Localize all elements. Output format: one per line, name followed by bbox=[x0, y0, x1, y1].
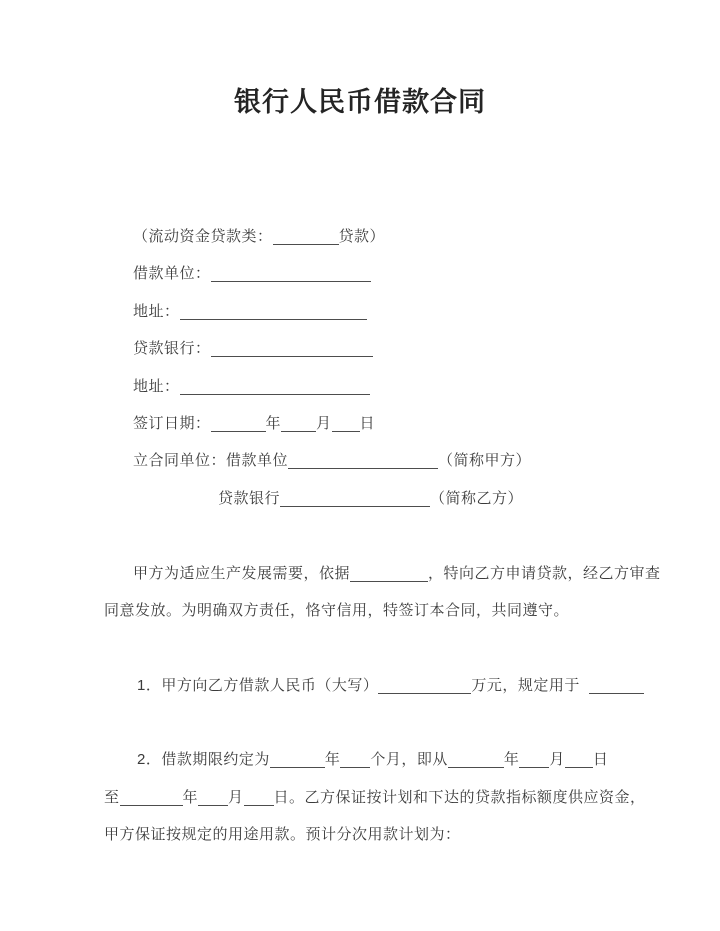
clause-2-month-label-1: 月 bbox=[549, 751, 565, 769]
clause-2-from-text: 个月，即从 bbox=[370, 751, 448, 769]
clause-2-line-2 bbox=[104, 779, 646, 816]
clause-2-start-day-blank bbox=[565, 752, 593, 768]
clause-2-usage-plan-text: 甲方保证按规定的用途用款。预计分次用款计划为： bbox=[104, 826, 461, 844]
lender-blank bbox=[211, 341, 373, 357]
lender-address-label: 地址： bbox=[133, 377, 180, 395]
loan-type-suffix: 贷款） bbox=[338, 228, 386, 245]
preamble-paragraph bbox=[104, 555, 661, 630]
clause-2-start-month-blank bbox=[519, 752, 549, 768]
clause-1 bbox=[104, 667, 616, 704]
clause-2-day-label-1: 日 bbox=[592, 751, 609, 769]
clause-2-term-years-blank bbox=[270, 752, 325, 768]
clause-2-month-label-2: 月 bbox=[228, 788, 244, 806]
party-b-line bbox=[218, 480, 616, 517]
sign-year-blank bbox=[211, 416, 266, 432]
sign-date-line bbox=[133, 405, 616, 442]
borrower-address-line bbox=[133, 293, 616, 330]
sign-month-blank bbox=[281, 416, 316, 432]
party-b-label: 贷款银行 bbox=[218, 489, 281, 507]
clause-2-start-year-blank bbox=[448, 752, 504, 768]
party-a-line bbox=[133, 442, 616, 479]
clause-1-amount-blank bbox=[378, 678, 471, 694]
loan-type-prefix: （流动资金贷款类： bbox=[133, 228, 273, 245]
clause-2-year-label-3: 年 bbox=[182, 788, 199, 806]
lender-label: 贷款银行： bbox=[133, 340, 211, 358]
document-title: 银行人民币借款合同 bbox=[234, 87, 486, 117]
clause-1-number: 1． bbox=[137, 676, 162, 694]
party-a-label: 借款单位 bbox=[226, 452, 289, 470]
clause-2-guarantee-text: 日。乙方保证按计划和下达的贷款指标额度供应资金， bbox=[273, 788, 646, 806]
sign-day-label: 日 bbox=[359, 414, 376, 432]
clause-1-text-before: 甲方向乙方借款人民币（大写） bbox=[161, 676, 379, 694]
sign-year-label: 年 bbox=[265, 414, 282, 432]
lender-address-line bbox=[133, 368, 616, 405]
preamble-basis-blank bbox=[350, 566, 428, 582]
sign-day-blank bbox=[332, 416, 360, 432]
borrower-blank bbox=[211, 266, 371, 282]
loan-type-line bbox=[133, 218, 616, 255]
clause-2-term-months-blank bbox=[340, 752, 370, 768]
clause-2-line-3 bbox=[104, 816, 616, 853]
sign-date-label: 签订日期： bbox=[133, 414, 211, 432]
preamble-line-2 bbox=[104, 592, 616, 629]
sign-month-label: 月 bbox=[316, 414, 332, 432]
borrower-line bbox=[133, 255, 616, 292]
clause-2-to-text: 至 bbox=[104, 788, 120, 806]
borrower-label: 借款单位： bbox=[133, 265, 211, 283]
clause-2-number: 2． bbox=[137, 751, 162, 769]
preamble-text-before: 甲方为适应生产发展需要，依据 bbox=[133, 564, 351, 582]
preamble-text-line2: 同意发放。为明确双方责任，恪守信用，特签订本合同，共同遵守。 bbox=[104, 601, 570, 619]
clause-1-purpose-blank bbox=[589, 678, 644, 694]
parties-label: 立合同单位： bbox=[133, 452, 227, 470]
party-a-suffix: （简称甲方） bbox=[438, 452, 532, 470]
lender-address-blank bbox=[180, 379, 370, 395]
clause-1-text-mid: 万元，规定用于 bbox=[471, 676, 580, 694]
borrower-address-blank bbox=[180, 304, 367, 320]
clause-2-end-month-blank bbox=[198, 790, 228, 806]
party-b-blank bbox=[280, 491, 430, 507]
document-body bbox=[0, 218, 720, 854]
clause-2-line-1 bbox=[137, 741, 616, 778]
preamble-line-1 bbox=[104, 555, 661, 592]
clause-2-year-label-2: 年 bbox=[503, 751, 520, 769]
clause-2-end-year-blank bbox=[120, 790, 183, 806]
clause-2-term-text: 借款期限约定为 bbox=[161, 751, 270, 769]
clause-2-end-day-blank bbox=[244, 790, 274, 806]
preamble-text-after: ，特向乙方申请贷款，经乙方审查 bbox=[428, 564, 661, 582]
loan-type-blank bbox=[273, 229, 339, 245]
clause-2-year-label-1: 年 bbox=[324, 751, 341, 769]
clause-1-line bbox=[137, 667, 616, 704]
clause-2 bbox=[104, 741, 646, 853]
lender-line bbox=[133, 330, 616, 367]
party-a-blank bbox=[288, 453, 438, 469]
borrower-address-label: 地址： bbox=[133, 302, 180, 320]
party-b-suffix: （简称乙方） bbox=[430, 489, 524, 507]
